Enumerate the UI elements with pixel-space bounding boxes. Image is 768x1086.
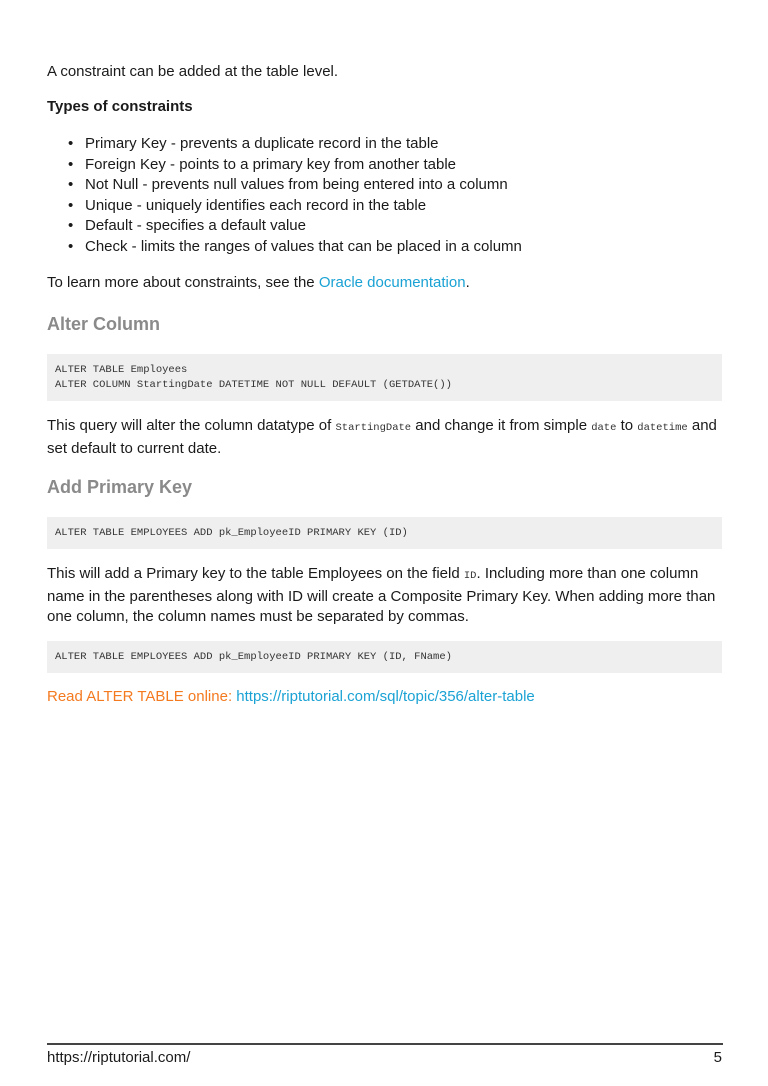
- add-primary-key-description: This will add a Primary key to the table Employees on the field ID. Including more than one column name in the parentheses along with ID will create a Composite Primary Key. When adding more than one column, the column names must be separated by commas.: [47, 565, 716, 625]
- alter-column-heading: Alter Column: [47, 314, 161, 334]
- list-item: • Primary Key - prevents a duplicate record in the table: [47, 134, 522, 155]
- types-of-constraints-heading: Types of constraints: [47, 98, 193, 115]
- intro-paragraph: A constraint can be added at the table level.: [47, 63, 339, 80]
- learn-more-paragraph: To learn more about constraints, see the Oracle documentation.: [47, 274, 470, 291]
- list-item: • Unique - uniquely identifies each record in the table: [47, 196, 522, 217]
- oracle-documentation-link[interactable]: Oracle documentation: [318, 274, 466, 291]
- add-primary-key-code-block: ALTER TABLE EMPLOYEES ADD pk_EmployeeID PRIMARY KEY (ID): [47, 517, 722, 549]
- constraints-list: [47, 134, 522, 258]
- read-online-label: Read ALTER TABLE online:: [47, 688, 237, 705]
- bullet-icon: •: [68, 196, 74, 214]
- list-item: • Foreign Key - points to a primary key from another table: [47, 155, 522, 176]
- inline-code: ID: [463, 570, 477, 582]
- bullet-icon: •: [68, 237, 74, 255]
- inline-code: StartingDate: [335, 422, 412, 434]
- alter-column-code-block: [47, 354, 722, 401]
- inline-code: datetime: [637, 422, 688, 434]
- code-line: ALTER COLUMN StartingDate DATETIME NOT NULL DEFAULT (GETDATE()): [55, 379, 452, 391]
- code-line: ALTER TABLE Employees: [55, 364, 188, 376]
- add-primary-key-heading: Add Primary Key: [47, 477, 193, 497]
- bullet-icon: •: [68, 155, 74, 173]
- footer-divider: [47, 1043, 723, 1045]
- read-online-link[interactable]: https://riptutorial.com/sql/topic/356/alter-table: [236, 688, 535, 705]
- list-item: • Default - specifies a default value: [47, 216, 522, 237]
- footer-url: https://riptutorial.com/: [47, 1049, 191, 1066]
- composite-primary-key-code-block: ALTER TABLE EMPLOYEES ADD pk_EmployeeID PRIMARY KEY (ID, FName): [47, 641, 722, 673]
- list-item: • Not Null - prevents null values from being entered into a column: [47, 175, 522, 196]
- alter-column-description: This query will alter the column datatype of StartingDate and change it from simple date to datetime and set default to current date.: [47, 417, 717, 457]
- inline-code: date: [591, 422, 617, 434]
- bullet-icon: •: [68, 217, 74, 235]
- bullet-icon: •: [68, 176, 74, 194]
- page-number: 5: [713, 1049, 722, 1066]
- read-online-paragraph: [47, 687, 727, 708]
- bullet-icon: •: [68, 135, 74, 152]
- list-item: • Check - limits the ranges of values that can be placed in a column: [47, 237, 522, 258]
